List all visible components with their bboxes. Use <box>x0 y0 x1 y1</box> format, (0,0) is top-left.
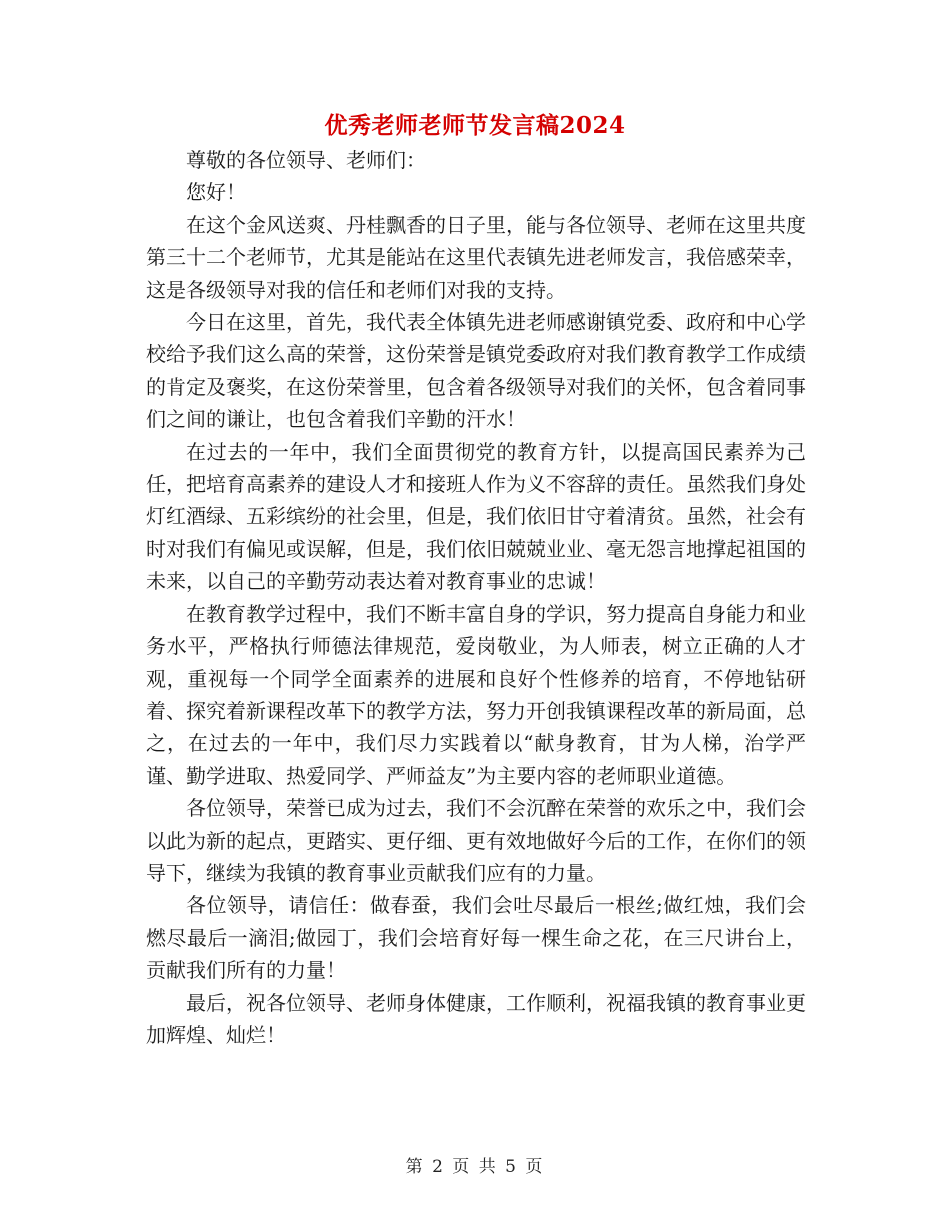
paragraph: 各位领导，荣誉已成为过去，我们不会沉醉在荣誉的欢乐之中，我们会以此为新的起点，更踏实、更仔细、更有效地做好今后的工作，在你们的领导下，继续为我镇的教育事业贡献我们应有的力量。 <box>146 796 806 885</box>
document-title: 优秀老师老师节发言稿2024 <box>324 112 626 139</box>
greeting: 您好！ <box>186 180 246 205</box>
paragraph: 在这个金风送爽、丹桂飘香的日子里，能与各位领导、老师在这里共度第三十二个老师节，尤其是能站在这里代表镇先进老师发言，我倍感荣幸，这是各级领导对我的信任和老师们对我的支持。 <box>146 212 806 302</box>
paragraph: 各位领导，请信任：做春蚕，我们会吐尽最后一根丝;做红烛，我们会燃尽最后一滴泪;做园丁，我们会培育好每一棵生命之花，在三尺讲台上，贡献我们所有的力量！ <box>146 893 806 983</box>
page-number-footer: 第 2 页 共 5 页 <box>405 1157 545 1177</box>
document-body <box>146 144 806 1051</box>
paragraph: 在教育教学过程中，我们不断丰富自身的学识，努力提高自身能力和业务水平，严格执行师德法律规范，爱岗敬业，为人师表，树立正确的人才观，重视每一个同学全面素养的进展和良好个性修养的培育，不停地钻研着、探究着新课程改革下的教学方法，努力开创我镇课程改革的新局面，总之，在过去的一年中，我们尽力实践着以“献身教育，甘为人梯，治学严谨、勤学进取、热爱同学、严师益友”为主要内容的老师职业道德。 <box>146 601 806 788</box>
paragraph: 今日在这里，首先，我代表全体镇先进老师感谢镇党委、政府和中心学校给予我们这么高的荣誉，这份荣誉是镇党委政府对我们教育教学工作成绩的肯定及褒奖，在这份荣誉里，包含着各级领导对我们的关怀，包含着同事们之间的谦让，也包含着我们辛勤的汗水！ <box>146 310 806 432</box>
salutation: 尊敬的各位领导、老师们： <box>186 148 426 172</box>
closing-paragraph: 最后，祝各位领导、老师身体健康，工作顺利，祝福我镇的教育事业更加辉煌、灿烂！ <box>146 990 806 1047</box>
paragraph: 在过去的一年中，我们全面贯彻党的教育方针，以提高国民素养为己任，把培育高素养的建设人才和接班人作为义不容辞的责任。虽然我们身处灯红酒绿、五彩缤纷的社会里，但是，我们依旧甘守着清贫。虽然，社会有时对我们有偏见或误解，但是，我们依旧兢兢业业、毫无怨言地撑起祖国的未来，以自己的辛勤劳动表达着对教育事业的忠诚！ <box>146 439 806 594</box>
